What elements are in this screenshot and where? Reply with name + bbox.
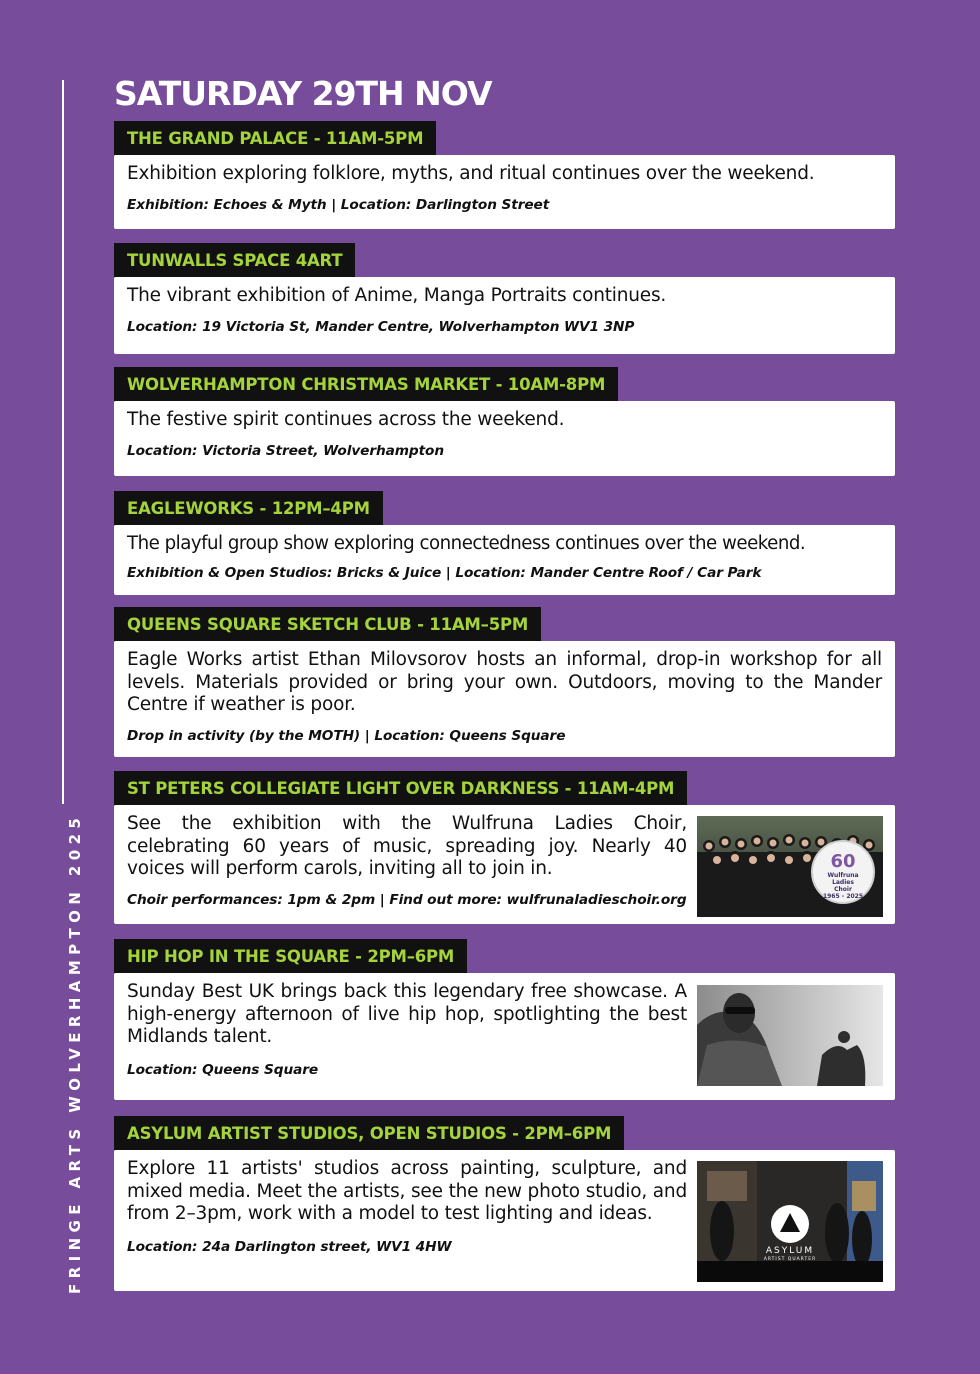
asylum-logo-sub: ARTIST QUARTER — [763, 1257, 817, 1262]
event-body — [114, 401, 895, 476]
event-title: TUNWALLS SPACE 4ART — [114, 243, 355, 277]
event-meta: Location: Queens Square — [127, 1061, 319, 1078]
badge-number: 60 — [830, 851, 856, 872]
event-title: WOLVERHAMPTON CHRISTMAS MARKET - 10AM-8PM — [114, 367, 618, 401]
event-title: HIP HOP IN THE SQUARE - 2PM–6PM — [114, 939, 467, 973]
badge-years: 1965 - 2025 — [822, 893, 864, 900]
choir-photo — [697, 816, 883, 917]
asylum-logo — [761, 1205, 819, 1263]
event-title: QUEENS SQUARE SKETCH CLUB - 11AM–5PM — [114, 607, 541, 641]
event-title: ST PETERS COLLEGIATE LIGHT OVER DARKNESS - 11AM-4PM — [114, 771, 687, 805]
performer-photo — [697, 985, 883, 1086]
event-asylum — [114, 1116, 895, 1291]
event-body — [114, 641, 895, 757]
event-meta: Location: 24a Darlington street, WV1 4HW — [127, 1238, 452, 1255]
sidebar-line — [62, 80, 64, 804]
event-description: The playful group show exploring connectedness continues over the weekend. — [127, 533, 806, 554]
event-description: Explore 11 artists' studios across painting, sculpture, and mixed media. Meet the artists, see the new photo studio, and from 2–3pm, work with a model to test lighting and ideas. — [127, 1158, 687, 1224]
event-description: The vibrant exhibition of Anime, Manga Portraits continues. — [127, 285, 667, 306]
event-meta: Location: Victoria Street, Wolverhampton — [127, 442, 445, 459]
event-eagleworks — [114, 491, 895, 595]
event-hip-hop — [114, 939, 895, 1100]
event-description: See the exhibition with the Wulfruna Ladies Choir, celebrating 60 years of music, spreading joy. Nearly 40 voices will perform carols, inviting all to join in. — [127, 813, 687, 879]
studio-photo — [697, 1161, 883, 1282]
event-title: THE GRAND PALACE - 11AM-5PM — [114, 121, 436, 155]
event-description: Eagle Works artist Ethan Milovsorov hosts an informal, drop-in workshop for all levels. Materials provided or bring your own. Outdoors, moving to the Mander Centre if weather is poor. — [127, 649, 882, 715]
badge-line: Choir — [834, 886, 852, 893]
sidebar-festival-name: FRINGE ARTS WOLVERHAMPTON 2025 — [66, 812, 84, 1294]
event-tunwalls — [114, 243, 895, 354]
page-title: SATURDAY 29TH NOV — [114, 74, 492, 113]
event-title: EAGLEWORKS - 12PM–4PM — [114, 491, 383, 525]
event-christmas-market — [114, 367, 895, 476]
choir-badge — [811, 840, 875, 904]
event-body — [114, 1150, 895, 1291]
event-sketch-club — [114, 607, 895, 757]
event-body — [114, 525, 895, 595]
asylum-logo-name: ASYLUM — [765, 1246, 815, 1256]
event-body — [114, 805, 895, 924]
event-st-peters — [114, 771, 895, 924]
event-grand-palace — [114, 121, 895, 229]
badge-line: Ladies — [832, 879, 854, 886]
event-meta: Location: 19 Victoria St, Mander Centre, Wolverhampton WV1 3NP — [127, 318, 635, 335]
event-description: Exhibition exploring folklore, myths, and ritual continues over the weekend. — [127, 163, 815, 184]
event-body — [114, 155, 895, 229]
badge-line: Wulfruna — [827, 872, 859, 879]
event-meta: Exhibition: Echoes & Myth | Location: Darlington Street — [127, 196, 550, 213]
event-title: ASYLUM ARTIST STUDIOS, OPEN STUDIOS - 2PM–6PM — [114, 1116, 624, 1150]
asylum-logo-icon — [771, 1205, 809, 1243]
event-body — [114, 277, 895, 354]
event-body — [114, 973, 895, 1100]
event-meta: Drop in activity (by the MOTH) | Location: Queens Square — [127, 727, 566, 744]
event-description: The festive spirit continues across the weekend. — [127, 409, 565, 430]
event-meta: Choir performances: 1pm & 2pm | Find out more: wulfrunaladieschoir.org — [127, 891, 687, 908]
event-description: Sunday Best UK brings back this legendary free showcase. A high-energy afternoon of live hip hop, spotlighting the best Midlands talent. — [127, 981, 687, 1047]
event-meta: Exhibition & Open Studios: Bricks & Juice | Location: Mander Centre Roof / Car Park — [127, 564, 762, 581]
